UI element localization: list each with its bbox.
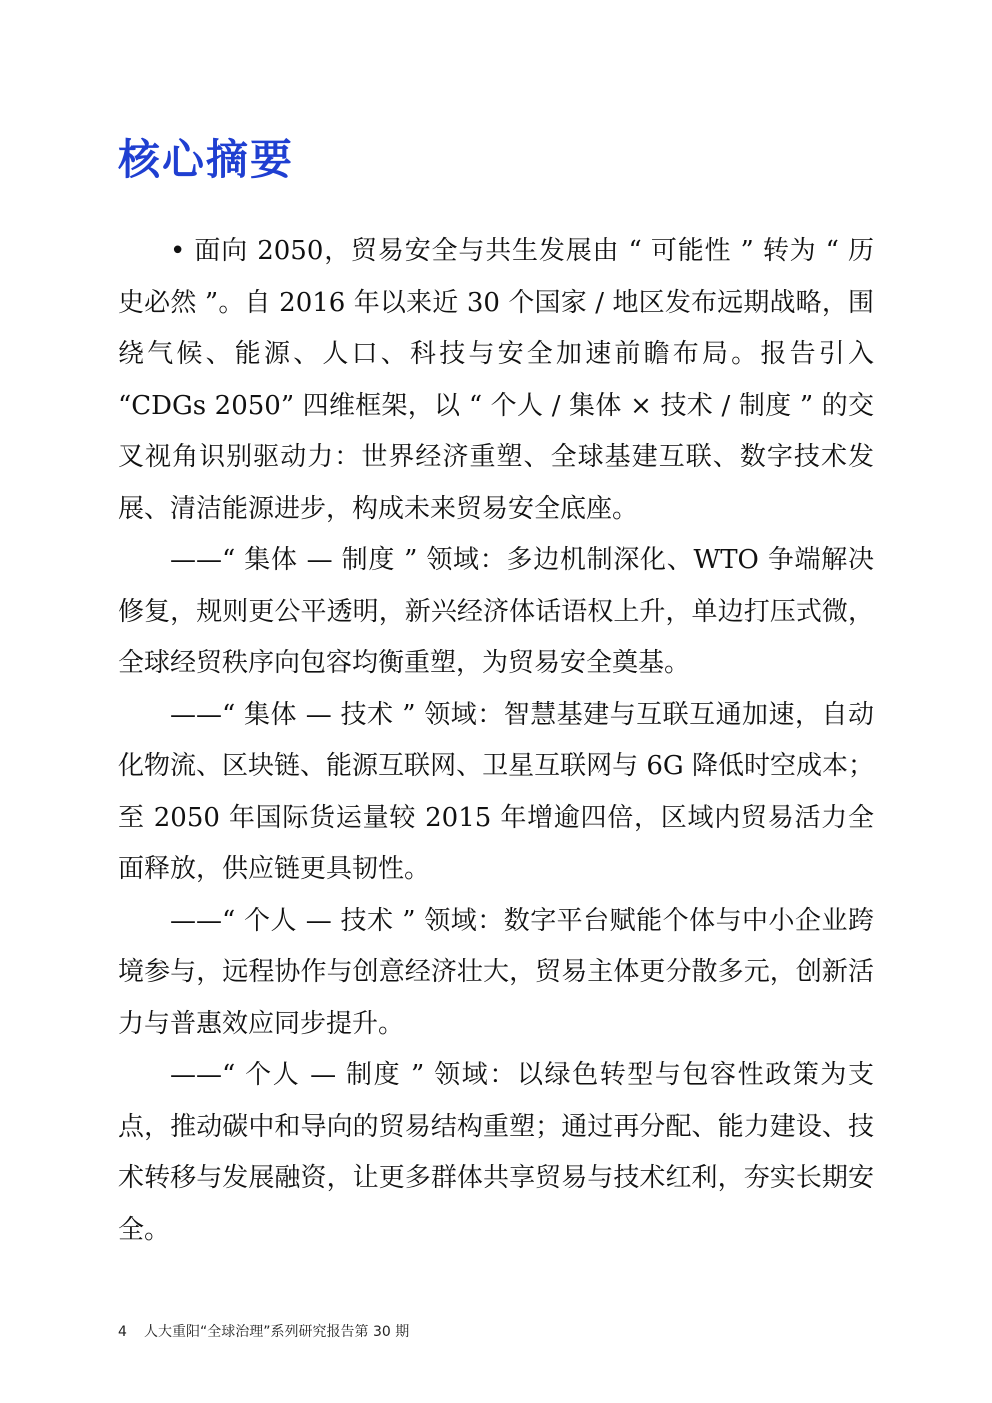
paragraph-collective-technology: ——“ 集体 — 技术 ” 领域：智慧基建与互联互通加速，自动化物流、区块链、能源互联网、卫星互联网与 6G 降低时空成本；至 2050 年国际货运量较 2015 年增逾四倍，区域内贸易活力全面释放，供应链更具韧性。 (118, 699, 874, 884)
page-footer (118, 1322, 409, 1342)
paragraph-individual-technology: ——“ 个人 — 技术 ” 领域：数字平台赋能个体与中小企业跨境参与，远程协作与创意经济壮大，贸易主体更分散多元，创新活力与普惠效应同步提升。 (118, 905, 874, 1039)
page-number: 4 (118, 1324, 127, 1340)
page-title: 核心摘要 (118, 135, 295, 184)
publication-title: 人大重阳“全球治理”系列研究报告第 30 期 (144, 1324, 410, 1340)
paragraph-individual-institution: ——“ 个人 — 制度 ” 领域：以绿色转型与包容性政策为支点，推动碳中和导向的贸易结构重塑；通过再分配、能力建设、技术转移与发展融资，让更多群体共享贸易与技术红利，夯实长期安全。 (118, 1060, 874, 1245)
paragraph-overview: • 面向 2050，贸易安全与共生发展由 “ 可能性 ” 转为 “ 历史必然 ”。自 2016 年以来近 30 个国家 / 地区发布远期战略，围绕气候、能源、人口、科技与安全加速前瞻布局。报告引入 “CDGs 2050” 四维框架，以 “ 个人 / 集体 × 技术 / 制度 ” 的交叉视角识别驱动力：世界经济重塑、全球基建互联、数字技术发展、清洁能源进步，构成未来贸易安全底座。 (118, 236, 874, 524)
summary-body (118, 226, 874, 1256)
paragraph-collective-institution: ——“ 集体 — 制度 ” 领域：多边机制深化、WTO 争端解决修复，规则更公平透明，新兴经济体话语权上升，单边打压式微，全球经贸秩序向包容均衡重塑，为贸易安全奠基。 (118, 545, 874, 678)
